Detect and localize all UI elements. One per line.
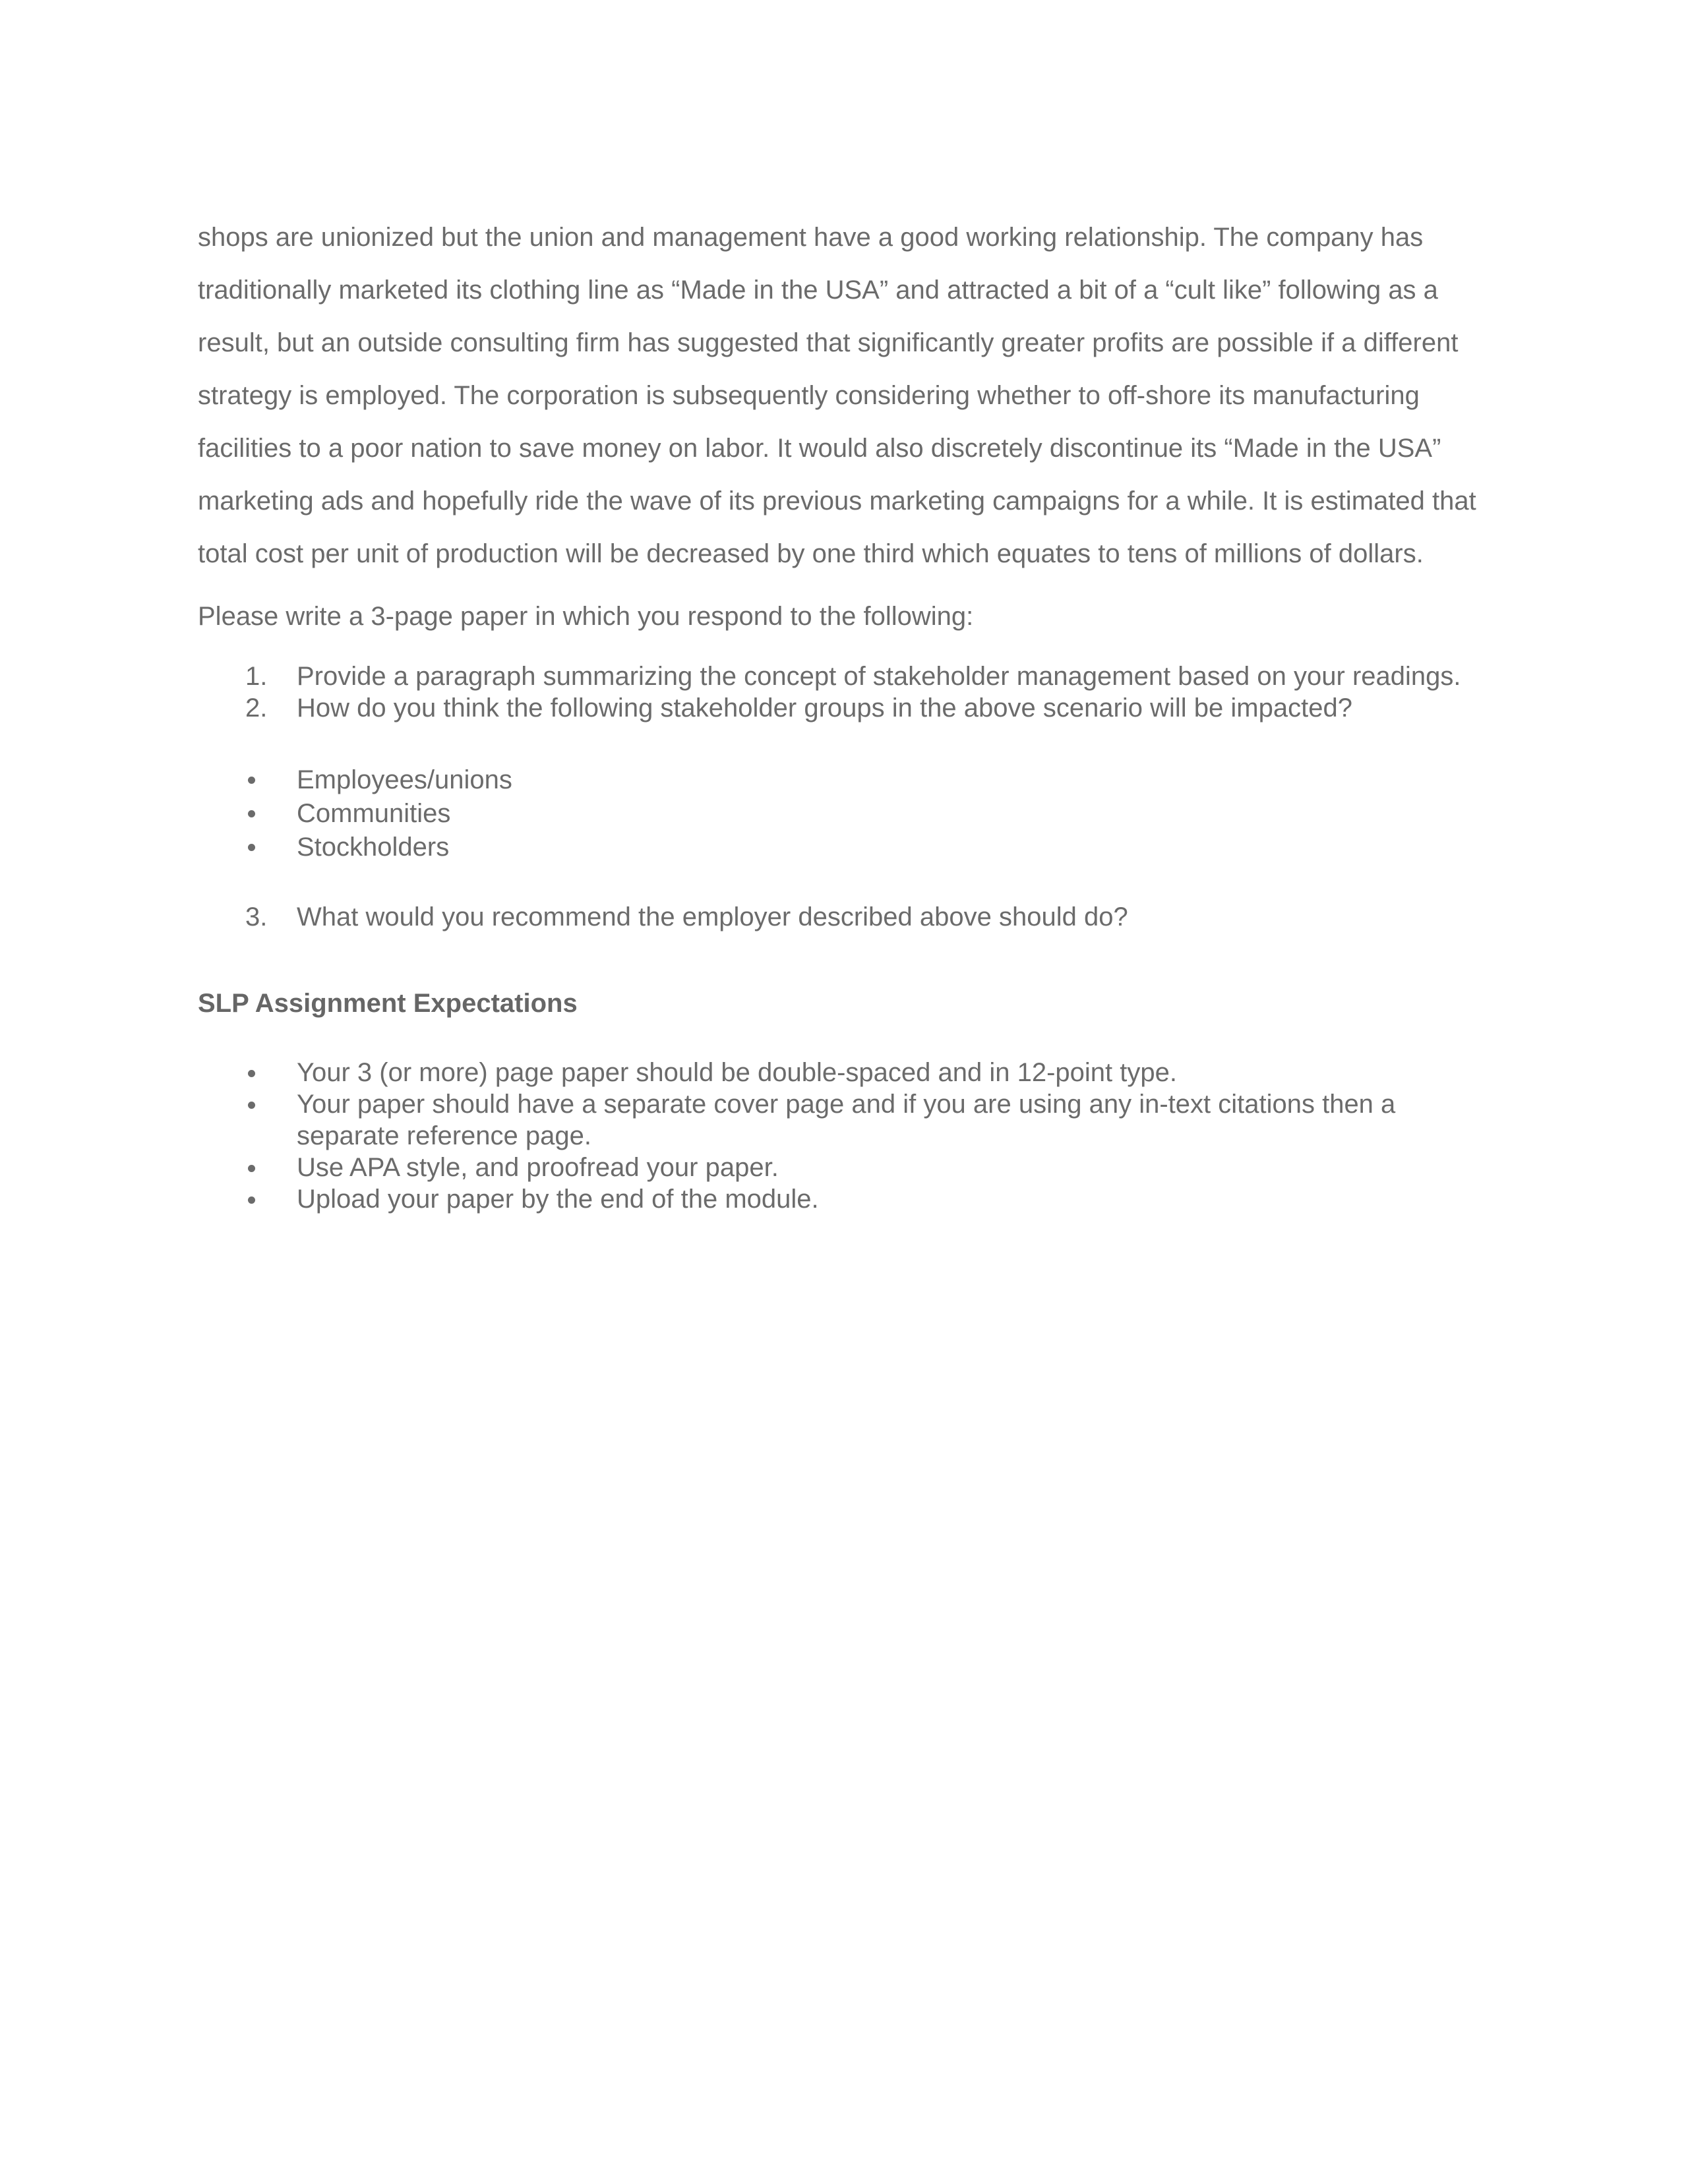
stakeholder-label: Employees/unions <box>297 765 512 794</box>
expectation-item <box>198 1152 1503 1183</box>
question-list <box>198 661 1503 724</box>
bullet-icon <box>248 1196 255 1204</box>
stakeholder-label: Stockholders <box>297 833 450 862</box>
question-text: How do you think the following stakeholder groups in the above scenario will be impacted? <box>297 694 1352 723</box>
bullet-icon <box>248 810 255 817</box>
question-number: 2. <box>245 694 268 723</box>
expectation-text: Your paper should have a separate cover page and if you are using any in-text citations then a separate reference page. <box>297 1090 1396 1150</box>
question-text: Provide a paragraph summarizing the concept of stakeholder management based on your readings. <box>297 662 1461 691</box>
expectations-list <box>198 1057 1503 1215</box>
scenario-paragraph: shops are unionized but the union and management have a good working relationship. The company has traditionally marketed its clothing line as “Made in the USA” and attracted a bit of a “cult like” following as a result, but an outside consulting firm has suggested that significantly greater profits are possible if a different strategy is employed. The corporation is subsequently considering whether to off-shore its manufacturing facilities to a poor nation to save money on labor. It would also discretely discontinue its “Made in the USA” marketing ads and hopefully ride the wave of its previous marketing campaigns for a while. It is estimated that total cost per unit of production will be decreased by one third which equates to tens of millions of dollars. <box>198 223 1476 568</box>
question-item-2 <box>198 692 1503 724</box>
expectation-item <box>198 1057 1503 1088</box>
expectation-text: Upload your paper by the end of the module. <box>297 1185 819 1214</box>
bullet-icon <box>248 1070 255 1077</box>
question-number: 3. <box>245 902 268 931</box>
bullet-icon <box>248 844 255 851</box>
stakeholder-label: Communities <box>297 799 451 828</box>
expectation-item <box>198 1183 1503 1215</box>
instructions-intro: Please write a 3-page paper in which you respond to the following: <box>198 602 974 631</box>
expectation-item <box>198 1088 1503 1152</box>
stakeholder-item <box>198 831 1503 864</box>
question-item-3 <box>198 901 1503 933</box>
bullet-icon <box>248 1165 255 1172</box>
stakeholder-item <box>198 797 1503 831</box>
document-page <box>198 211 1503 1215</box>
bullet-icon <box>248 777 255 784</box>
question-item-1 <box>198 661 1503 692</box>
question-text: What would you recommend the employer described above should do? <box>297 902 1128 931</box>
stakeholder-item <box>198 763 1503 797</box>
stakeholder-list <box>198 763 1503 864</box>
question-list-continued <box>198 901 1503 933</box>
bullet-icon <box>248 1102 255 1109</box>
expectation-text: Your 3 (or more) page paper should be double-spaced and in 12-point type. <box>297 1058 1177 1087</box>
expectations-heading: SLP Assignment Expectations <box>198 989 578 1018</box>
question-number: 1. <box>245 662 268 691</box>
expectation-text: Use APA style, and proofread your paper. <box>297 1153 779 1182</box>
